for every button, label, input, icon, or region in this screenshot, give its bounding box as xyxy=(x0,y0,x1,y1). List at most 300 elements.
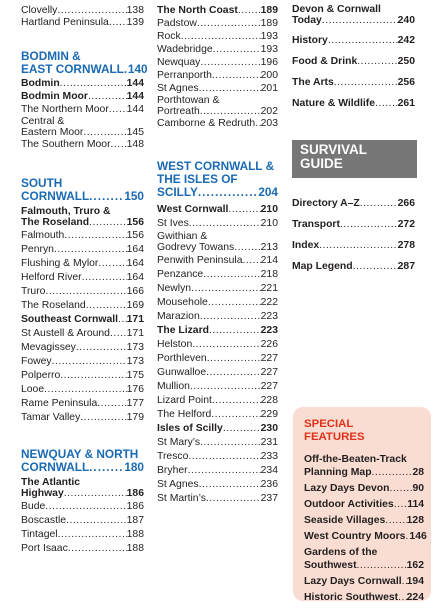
toc-entry[interactable] xyxy=(157,44,278,56)
toc-entry[interactable] xyxy=(21,543,144,555)
toc-entry-title-line: Gardens of the xyxy=(304,547,378,558)
toc-entry[interactable] xyxy=(304,530,427,543)
toc-page-number: 175 xyxy=(126,370,144,381)
toc-page-number: 193 xyxy=(260,31,278,42)
toc-entry[interactable] xyxy=(304,575,424,588)
toc-page-number: 223 xyxy=(260,311,278,322)
toc-page-number: 188 xyxy=(126,529,144,540)
toc-entry[interactable] xyxy=(292,261,415,273)
toc-page-number: 210 xyxy=(260,204,278,215)
toc-entry-title: Outdoor Activities xyxy=(304,499,394,510)
toc-entry[interactable] xyxy=(21,342,144,354)
toc-page-number: 266 xyxy=(397,198,415,209)
toc-page-number: 186 xyxy=(126,487,144,499)
dot-leader xyxy=(110,328,127,340)
toc-entry[interactable] xyxy=(21,384,144,396)
toc-entry[interactable] xyxy=(21,78,144,90)
toc-entry[interactable] xyxy=(157,423,278,435)
toc-page-number: 201 xyxy=(260,83,278,94)
toc-entry[interactable] xyxy=(304,514,424,527)
dot-leader xyxy=(200,311,261,323)
toc-page-number: 179 xyxy=(126,412,144,423)
toc-entry[interactable] xyxy=(157,57,278,69)
toc-entry[interactable] xyxy=(21,412,144,424)
toc-page-number: 187 xyxy=(126,515,144,526)
toc-entry[interactable] xyxy=(21,356,144,368)
toc-page-number: 250 xyxy=(397,56,415,67)
toc-page-number: 228 xyxy=(260,395,278,406)
toc-entry-title: St Mary’s xyxy=(157,437,201,448)
dot-leader xyxy=(189,218,261,230)
section-heading-west-cornwall[interactable] xyxy=(157,160,278,199)
toc-page-number: 144 xyxy=(126,104,144,115)
dot-leader xyxy=(238,5,261,17)
heading-line: WEST CORNWALL & xyxy=(157,159,275,173)
toc-page-number: 193 xyxy=(260,44,278,55)
toc-entry-title: Lizard Point xyxy=(157,395,212,406)
toc-entry[interactable] xyxy=(21,398,144,410)
toc-page-number: 278 xyxy=(397,240,415,251)
toc-entry-title: Directory A–Z xyxy=(292,198,360,209)
toc-page-number: 171 xyxy=(126,314,144,325)
dot-leader xyxy=(199,83,261,95)
toc-entry[interactable] xyxy=(21,286,144,298)
dot-leader xyxy=(360,198,398,210)
toc-entry-title-line: Devon & Cornwall xyxy=(292,4,381,15)
toc-entry-title: Mevagissey xyxy=(21,342,76,353)
toc-entry[interactable] xyxy=(304,591,424,604)
survival-guide-banner xyxy=(292,140,417,178)
toc-page-number: 202 xyxy=(260,105,278,117)
toc-entry-title: Penryn xyxy=(21,244,54,255)
toc-entry-title-line: The Atlantic xyxy=(21,477,81,488)
toc-entry[interactable] xyxy=(157,31,278,43)
toc-entry-title: The Lizard xyxy=(157,325,209,336)
toc-entry[interactable] xyxy=(292,219,415,231)
toc-entry-title: Polperro xyxy=(21,370,61,381)
toc-entry-title: Tresco xyxy=(157,451,189,462)
section-heading-bodmin[interactable] xyxy=(21,49,148,76)
dot-leader xyxy=(197,18,261,30)
toc-entry[interactable] xyxy=(304,546,424,572)
toc-entry-title: Historic Southwest xyxy=(304,592,399,603)
toc-entry-title-line: Porthtowan & xyxy=(157,95,220,106)
toc-page-number: 28 xyxy=(412,467,424,478)
toc-entry-title: Penwith Peninsula xyxy=(157,255,243,266)
toc-entry[interactable] xyxy=(292,35,415,47)
toc-entry-title: The Helford xyxy=(157,409,212,420)
heading-line: THE ISLES OF xyxy=(157,172,238,186)
toc-entry[interactable] xyxy=(157,367,278,379)
dot-leader xyxy=(89,218,127,229)
toc-page-number: 236 xyxy=(260,479,278,490)
dot-leader xyxy=(188,451,260,463)
toc-entry-title: St Martin’s xyxy=(157,493,206,504)
toc-entry[interactable] xyxy=(157,255,278,267)
toc-entry[interactable] xyxy=(157,465,278,477)
toc-page-number: 196 xyxy=(260,57,278,68)
toc-page-number: 144 xyxy=(126,78,144,89)
toc-entry-title: Rock xyxy=(157,31,181,42)
column-2-top-entries xyxy=(157,5,278,130)
toc-page-number: 214 xyxy=(260,255,278,266)
dot-leader xyxy=(212,395,261,407)
toc-entry[interactable] xyxy=(21,529,144,541)
toc-entry-title: The Arts xyxy=(292,77,334,88)
toc-entry[interactable] xyxy=(292,77,415,89)
toc-page-number: 203 xyxy=(260,118,278,129)
dot-leader xyxy=(228,204,260,216)
dot-leader xyxy=(243,255,261,267)
toc-entry-title: Food & Drink xyxy=(292,56,358,67)
toc-page-number: 210 xyxy=(260,218,278,229)
toc-page-number: 227 xyxy=(260,353,278,364)
toc-entry[interactable] xyxy=(157,5,278,17)
dot-leader xyxy=(357,56,397,68)
toc-entry-title: Boscastle xyxy=(21,515,67,526)
toc-entry-title: Tamar Valley xyxy=(21,412,81,423)
toc-entry-title: Lazy Days Cornwall xyxy=(304,576,402,587)
west-cornwall-entries xyxy=(157,204,278,505)
toc-entry[interactable] xyxy=(157,70,278,82)
toc-page-number: 138 xyxy=(126,5,144,16)
toc-page-number: 194 xyxy=(406,576,424,587)
bodmin-entries xyxy=(21,78,144,151)
toc-entry[interactable] xyxy=(157,118,278,130)
south-cornwall-entries xyxy=(21,207,144,424)
special-features-entries xyxy=(304,453,427,604)
dot-leader xyxy=(200,57,260,69)
toc-page-number: 177 xyxy=(126,398,144,409)
toc-entry-title: The Roseland xyxy=(21,300,86,311)
heading-line: CORNWALL xyxy=(21,460,90,474)
toc-entry[interactable] xyxy=(157,395,278,407)
dot-leader xyxy=(213,44,261,56)
toc-entry-title: Mullion xyxy=(157,381,190,392)
toc-page-number: 114 xyxy=(407,499,424,510)
dot-leader xyxy=(207,353,261,365)
toc-entry-title: Tintagel xyxy=(21,529,58,540)
toc-entry-title: Index xyxy=(292,240,320,251)
toc-entry[interactable] xyxy=(157,311,278,323)
dot-leader xyxy=(57,5,126,17)
toc-entry[interactable] xyxy=(292,5,415,26)
toc-page-number: 189 xyxy=(260,18,278,29)
toc-page-number: 145 xyxy=(126,126,144,138)
toc-entry-title: Fowey xyxy=(21,356,52,367)
dot-leader xyxy=(60,370,126,382)
dot-leader xyxy=(82,272,127,284)
toc-entry-title: The Southern Moor xyxy=(21,139,111,150)
toc-page-number: 227 xyxy=(260,381,278,392)
dot-leader xyxy=(98,258,126,270)
toc-entry-title-line: Falmouth, Truro & xyxy=(21,206,111,217)
dot-leader xyxy=(206,493,261,505)
toc-entry-title: Camborne & Redruth xyxy=(157,118,256,129)
toc-page-number: 226 xyxy=(260,339,278,350)
toc-entry-title-line: Central & xyxy=(21,116,65,127)
toc-entry-title: Helston xyxy=(157,339,193,350)
toc-entry[interactable] xyxy=(157,96,278,117)
toc-entry-title: St Austell & Around xyxy=(21,328,110,339)
toc-page-number: 90 xyxy=(412,483,424,494)
toc-page-number: 148 xyxy=(126,139,144,150)
dot-leader xyxy=(97,398,126,410)
toc-page-number: 227 xyxy=(260,367,278,378)
dot-leader xyxy=(52,356,127,368)
dot-leader xyxy=(223,423,261,435)
dot-leader xyxy=(191,283,261,295)
dot-leader xyxy=(190,381,261,393)
dot-leader xyxy=(86,300,127,312)
section-heading-newquay[interactable] xyxy=(21,448,144,474)
toc-page-number: 162 xyxy=(406,560,424,571)
dot-leader xyxy=(80,412,126,424)
dot-leader xyxy=(319,240,398,252)
toc-entry-title: Penzance xyxy=(157,269,204,280)
dot-leader xyxy=(83,128,126,139)
toc-entry[interactable] xyxy=(157,437,278,449)
toc-page-number: 242 xyxy=(397,35,415,46)
dot-leader xyxy=(45,501,126,513)
toc-entry-title: Gunwalloe xyxy=(157,367,207,378)
toc-entry-title: Southwest xyxy=(304,560,357,571)
dot-leader xyxy=(64,489,127,500)
toc-page-number: 218 xyxy=(260,269,278,280)
dot-leader xyxy=(203,269,260,281)
toc-entry[interactable] xyxy=(157,232,278,253)
toc-entry[interactable] xyxy=(304,498,424,511)
heading-line: EAST CORNWALL xyxy=(21,62,124,76)
dot-leader xyxy=(322,16,398,27)
toc-page-number: 230 xyxy=(260,423,278,434)
toc-entry-title: St Agnes xyxy=(157,479,199,490)
toc-page-number: 222 xyxy=(260,297,278,308)
toc-entry[interactable] xyxy=(21,104,144,116)
toc-page-number: 164 xyxy=(126,272,144,283)
toc-page-number: 256 xyxy=(397,77,415,88)
newquay-entries xyxy=(21,478,144,555)
toc-entry[interactable] xyxy=(157,381,278,393)
toc-entry-title: The Roseland xyxy=(21,216,90,228)
dot-leader xyxy=(212,70,261,82)
toc-entry-title: Perranporth xyxy=(157,70,212,81)
toc-entry-title: Portreath xyxy=(157,105,200,117)
toc-page-number: 233 xyxy=(260,451,278,462)
dot-leader xyxy=(109,17,127,29)
toc-entry[interactable] xyxy=(21,370,144,382)
toc-entry[interactable] xyxy=(157,218,278,230)
toc-entry[interactable] xyxy=(21,230,144,242)
toc-page-number: 173 xyxy=(126,342,144,353)
toc-entry-title: The North Coast xyxy=(157,5,238,16)
context-entries xyxy=(292,5,415,110)
toc-entry-title: Eastern Moor xyxy=(21,126,84,138)
heading-page-number: 180 xyxy=(124,460,144,474)
toc-entry[interactable] xyxy=(157,409,278,421)
toc-entry[interactable] xyxy=(21,207,144,228)
dot-leader xyxy=(385,514,406,527)
toc-entry[interactable] xyxy=(157,204,278,216)
toc-entry[interactable] xyxy=(21,258,144,270)
survival-guide-title-line: GUIDE xyxy=(300,156,343,171)
dot-leader xyxy=(334,77,398,89)
heading-line: NEWQUAY & NORTH xyxy=(21,447,139,461)
toc-entry[interactable] xyxy=(157,18,278,30)
toc-entry-title: Hartland Peninsula xyxy=(21,17,109,28)
toc-entry-title: Bodmin xyxy=(21,78,60,89)
toc-page-number: 186 xyxy=(126,501,144,512)
toc-page-number: 223 xyxy=(260,325,278,336)
special-features-title-line: SPECIAL xyxy=(304,418,354,430)
dot-leader xyxy=(76,342,127,354)
toc-entry-title: Godrevy Towans xyxy=(157,241,235,253)
dot-leader xyxy=(208,297,261,309)
toc-entry[interactable] xyxy=(21,117,144,138)
toc-page-number: 261 xyxy=(397,98,415,109)
toc-entry-title: Flushing & Mylor xyxy=(21,258,99,269)
toc-page-number: 166 xyxy=(126,286,144,297)
toc-page-number: 224 xyxy=(406,592,424,603)
toc-entry[interactable] xyxy=(157,325,278,337)
toc-entry-title: The Northern Moor xyxy=(21,104,109,115)
toc-entry-title: Marazion xyxy=(157,311,200,322)
dot-leader xyxy=(372,466,413,479)
dot-leader xyxy=(64,230,126,242)
toc-entry[interactable] xyxy=(157,83,278,95)
toc-entry[interactable] xyxy=(292,56,415,68)
dot-leader xyxy=(68,543,127,555)
toc-entry[interactable] xyxy=(21,272,144,284)
toc-entry-title: St Ives xyxy=(157,218,189,229)
toc-page-number: 156 xyxy=(126,216,144,228)
toc-page-number: 169 xyxy=(126,300,144,311)
toc-entry[interactable] xyxy=(21,501,144,513)
toc-entry-title: Bude xyxy=(21,501,46,512)
toc-page-number: 128 xyxy=(406,515,424,526)
dot-leader xyxy=(209,325,261,337)
toc-entry-title-line: Off-the-Beaten-Track xyxy=(304,454,407,465)
toc-entry-title: Porthleven xyxy=(157,353,207,364)
dot-leader xyxy=(109,104,127,116)
toc-page-number: 188 xyxy=(126,543,144,554)
toc-page-number: 221 xyxy=(260,283,278,294)
toc-page-number: 173 xyxy=(126,356,144,367)
toc-entry[interactable] xyxy=(292,98,415,110)
toc-page-number: 156 xyxy=(126,230,144,241)
toc-entry-title: Nature & Wildlife xyxy=(292,98,376,109)
toc-page-number: 231 xyxy=(260,437,278,448)
toc-page-number: 200 xyxy=(260,70,278,81)
toc-entry[interactable] xyxy=(157,451,278,463)
dot-leader xyxy=(206,367,261,379)
dot-leader xyxy=(60,78,127,90)
toc-entry-title: Padstow xyxy=(157,18,197,29)
toc-entry-title: Bryher xyxy=(157,465,188,476)
dot-leader xyxy=(211,409,260,421)
toc-entry-title: Seaside Villages xyxy=(304,515,386,526)
toc-page-number: 189 xyxy=(260,5,278,16)
dot-leader xyxy=(375,98,398,110)
toc-entry-title: Newlyn xyxy=(157,283,192,294)
dot-leader xyxy=(200,437,261,449)
toc-entry-title: History xyxy=(292,35,328,46)
toc-entry-title: Rame Peninsula xyxy=(21,398,98,409)
dot-leader xyxy=(234,243,260,254)
toc-entry-title: Map Legend xyxy=(292,261,353,272)
toc-page-number: 234 xyxy=(260,465,278,476)
toc-entry[interactable] xyxy=(21,139,144,151)
section-heading-south-cornwall[interactable] xyxy=(21,177,144,203)
toc-entry-title: Wadebridge xyxy=(157,44,213,55)
toc-entry-title: Highway xyxy=(21,487,64,499)
dot-leader xyxy=(111,139,127,151)
dot-leader xyxy=(45,286,126,298)
dot-leader xyxy=(58,529,127,541)
dot-leader xyxy=(181,31,261,43)
toc-entry[interactable] xyxy=(157,283,278,295)
toc-entry[interactable] xyxy=(304,453,424,479)
dot-leader xyxy=(394,498,408,511)
toc-entry[interactable] xyxy=(21,515,144,527)
toc-entry[interactable] xyxy=(21,478,144,499)
toc-entry[interactable] xyxy=(292,240,415,252)
dot-leader xyxy=(192,339,260,351)
dot-leader xyxy=(44,384,127,396)
toc-entry-title: Truro xyxy=(21,286,46,297)
special-features-box xyxy=(293,407,431,601)
toc-entry-title: Looe xyxy=(21,384,45,395)
heading-line: CORNWALL xyxy=(21,189,90,203)
toc-page-number: 171 xyxy=(126,328,144,339)
toc-entry-title-line: Gwithian & xyxy=(157,231,208,242)
toc-page-number: 139 xyxy=(126,17,144,28)
toc-entry[interactable] xyxy=(157,353,278,365)
heading-page-number: 140 xyxy=(127,62,148,76)
toc-entry[interactable] xyxy=(292,198,415,210)
dot-leader xyxy=(88,91,127,103)
toc-entry[interactable] xyxy=(157,479,278,491)
toc-entry[interactable] xyxy=(21,244,144,256)
toc-page-number: 164 xyxy=(126,258,144,269)
toc-entry[interactable] xyxy=(21,17,144,29)
survival-guide-title-line: SURVIVAL xyxy=(300,142,368,157)
toc-entry-title: West Cornwall xyxy=(157,204,229,215)
toc-entry-title: Today xyxy=(292,14,322,26)
toc-page-number: 237 xyxy=(260,493,278,504)
toc-entry[interactable] xyxy=(21,328,144,340)
dot-leader xyxy=(353,261,398,273)
toc-entry[interactable] xyxy=(21,314,144,326)
survival-guide-entries xyxy=(292,198,415,273)
toc-page-number: 272 xyxy=(397,219,415,230)
toc-entry[interactable] xyxy=(304,482,424,495)
toc-entry-title: Falmouth xyxy=(21,230,65,241)
dot-leader xyxy=(54,244,127,256)
toc-entry[interactable] xyxy=(21,91,144,103)
toc-page-number: 287 xyxy=(397,261,415,272)
dot-leader xyxy=(389,482,412,495)
dot-leader xyxy=(199,479,261,491)
toc-page-number: 146 xyxy=(409,531,427,542)
toc-entry[interactable] xyxy=(157,339,278,351)
toc-entry[interactable] xyxy=(21,300,144,312)
heading-line: SCILLY xyxy=(157,185,198,199)
toc-entry[interactable] xyxy=(157,297,278,309)
toc-entry[interactable] xyxy=(21,5,144,17)
toc-entry[interactable] xyxy=(157,493,278,505)
toc-entry[interactable] xyxy=(157,269,278,281)
